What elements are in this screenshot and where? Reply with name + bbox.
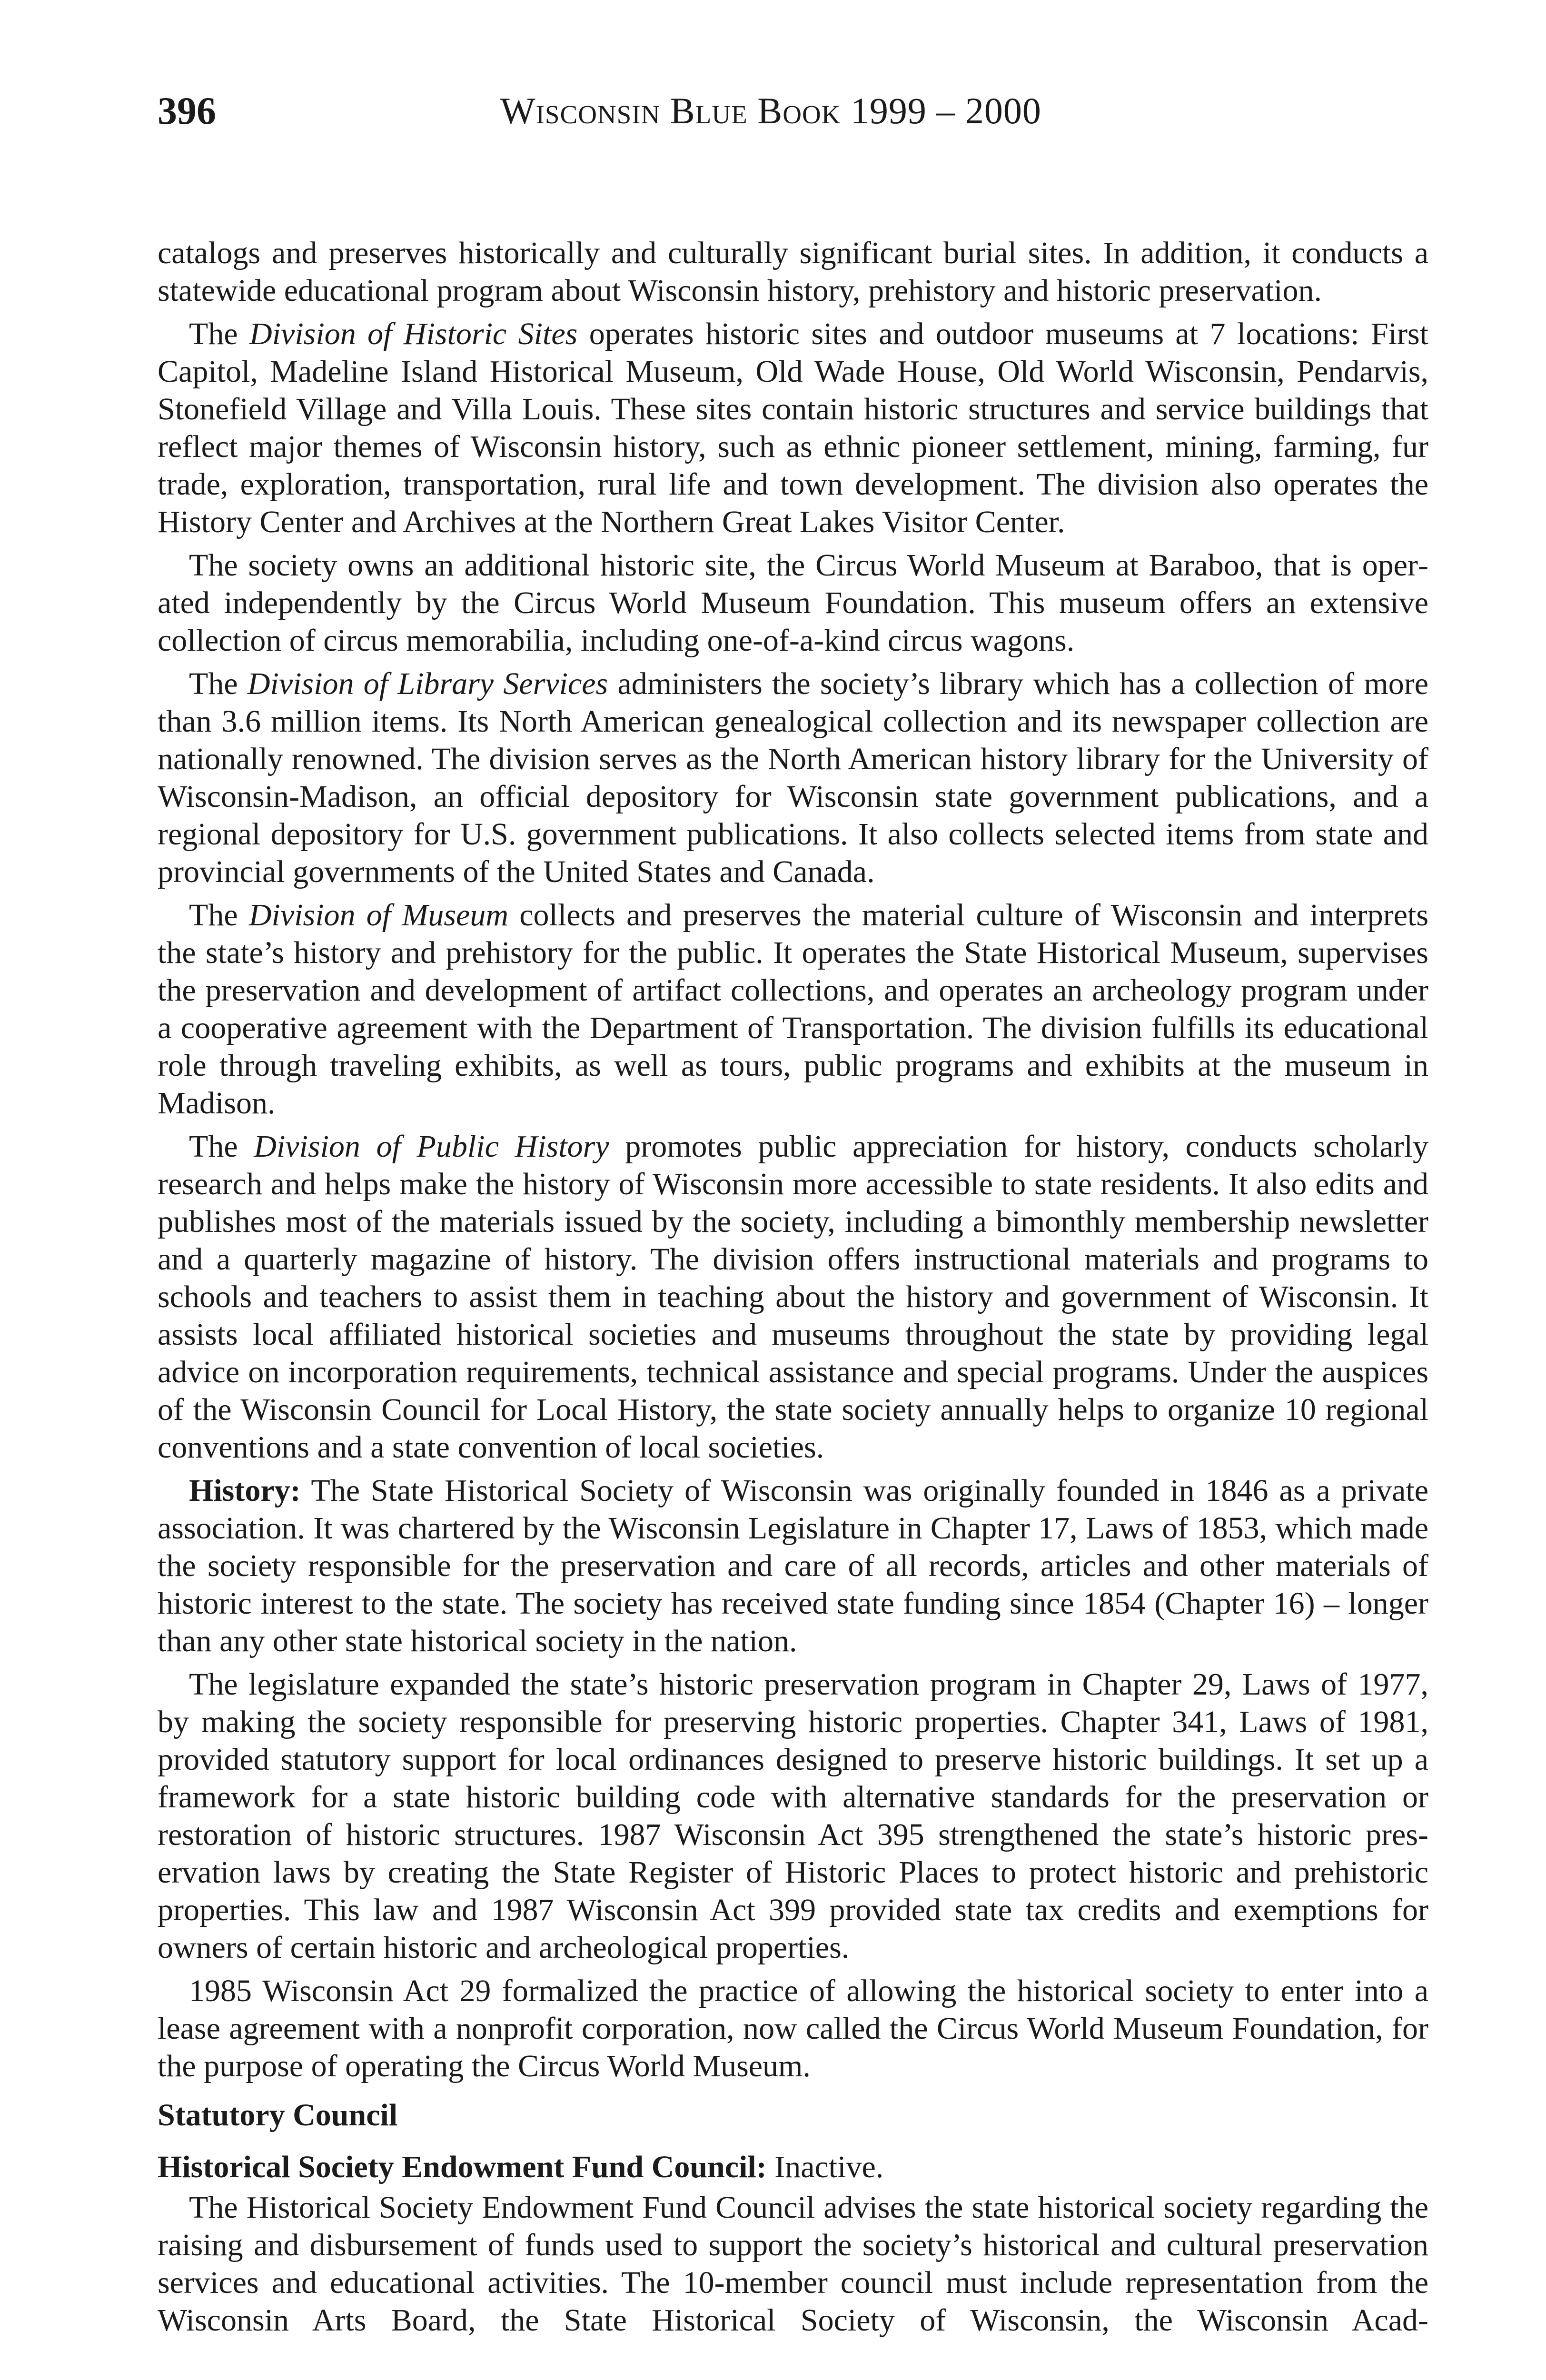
division-name: Division of Library Services — [247, 666, 608, 701]
paragraph-text: promotes public appreciation for history, conducts scholarly research and helps make the history of Wisconsin more accessible to state residents. It also edits and publishes most of the materials issued by the society, including a bimonthly membership newsletter and a quarterly magazine of history. The division offers instructional materials and programs to schools and teachers to assist them in teaching about the history and government of Wisconsin. It assists local affiliated historical societies and museums throughout the state by providing legal advice on incorporation requirements, technical assistance and special programs. Under the auspices of the Wisconsin Council for Local History, the state society annually helps to organize 10 regional conventions and a state convention of local societies. — [158, 1129, 1428, 1465]
body-text — [158, 234, 1428, 2345]
division-name: Division of Public History — [254, 1129, 609, 1164]
paragraph-public-history — [158, 1128, 1428, 1466]
paragraph-text: collects and preserves the material culture of Wisconsin and interprets the state’s history and prehistory for the public. It operates the State Historical Museum, supervises the preservation and development of artifact collections, and operates an archeology program under a cooperative agreement with the Department of Transportation. The division fulfills its educational role through traveling exhibits, as well as tours, public programs and exhibits at the museum in Madison. — [158, 898, 1429, 1121]
page-number: 396 — [158, 89, 216, 132]
paragraph-lead: The — [189, 1129, 254, 1164]
council-heading — [158, 2148, 1428, 2186]
paragraph-lead: The — [189, 666, 248, 701]
paragraph-text: operates historic sites and outdoor museums at 7 locations: First Capitol, Madeline Island Historical Museum, Old Wade House, Old World Wisconsin, Pendarvis, Stonefield Village and Villa Louis. These sites contain historic structures and service buildings that reflect major themes of Wisconsin history, such as ethnic pioneer settlement, mining, farming, fur trade, exploration, transportation, rural life and town development. The division also operates the History Center and Archives at the Northern Great Lakes Visitor Center. — [158, 317, 1429, 539]
paragraph-circus-world: The society owns an additional historic site, the Circus World Museum at Baraboo, that is operated independently by the Circus World Museum Foundation. This museum offers an extensive collection of circus memorabilia, including one-of-a-kind circus wagons. — [158, 548, 1428, 658]
paragraph-legislature: The legislature expanded the state’s historic preservation program in Chapter 29, Laws of 1977, by making the society responsible for preserving historic properties. Chapter 341, Laws of 1981, provided statutory support for local ordinances designed to preserve historic buildings. It set up a framework for a state historic building code with alternative standards for the preservation or restoration of historic structures. 1987 Wisconsin Act 395 strengthened the state’s historic preservation laws by creating the State Register of Historic Places to protect historic and prehistoric properties. This law and 1987 Wisconsin Act 399 provided state tax credits and exemptions for owners of certain historic and archeological properties. — [158, 1667, 1428, 1965]
page-header — [158, 85, 1443, 137]
paragraph-lead: The — [189, 317, 250, 351]
paragraph-continuation: catalogs and preserves historically and culturally significant burial sites. In addition, it conducts a statewide educational program about Wisconsin history, prehistory and historic preservation. — [158, 236, 1428, 308]
section-heading: Statutory Council — [158, 2098, 398, 2132]
council-name: Historical Society Endowment Fund Council: — [158, 2150, 767, 2184]
paragraph-lead: The — [189, 898, 249, 932]
paragraph-library-services — [158, 665, 1428, 891]
paragraph-text: The State Historical Society of Wisconsin was originally founded in 1846 as a private association. It was chartered by the Wisconsin Legislature in Chapter 17, Laws of 1853, which made the society responsible for the preservation and care of all records, articles and other materials of historic interest to the state. The society has received state funding since 1854 (Chapter 16) – longer than any other state historical society in the nation. — [158, 1473, 1428, 1658]
paragraph-text: administers the society’s library which has a collection of more than 3.6 million items. Its North American genealogical collection and its newspaper collection are nationally renowned. The division serves as the North American history library for the University of Wisconsin-Madison, an official depository for Wisconsin state government publications, and a regional depository for U.S. government publications. It also collects selected items from state and provincial governments of the United States and Canada. — [158, 666, 1429, 889]
paragraph-history — [158, 1472, 1428, 1660]
paragraph-historic-sites — [158, 315, 1428, 541]
council-status: Inactive. — [766, 2150, 884, 2184]
paragraph-museum — [158, 896, 1428, 1122]
division-name: Division of Museum — [248, 898, 508, 932]
paragraph-endowment-council: The Historical Society Endowment Fund Council advises the state historical society regarding the raising and disbursement of funds used to support the society’s historical and cultural preservation services and educational activities. The 10-member council must include representation from the Wisconsin Arts Board, the State Historical Society of Wisconsin, the Wisconsin Acad- — [158, 2190, 1428, 2338]
running-title: Wisconsin Blue Book 1999 – 2000 — [500, 90, 1041, 131]
paragraph-act-29: 1985 Wisconsin Act 29 formalized the practice of allowing the historical society to enter into a lease agreement with a nonprofit corporation, now called the Circus World Museum Foundation, for the purpose of operating the Circus World Museum. — [158, 1973, 1428, 2083]
division-name: Division of Historic Sites — [249, 317, 578, 351]
run-in-heading: History: — [189, 1473, 301, 1508]
